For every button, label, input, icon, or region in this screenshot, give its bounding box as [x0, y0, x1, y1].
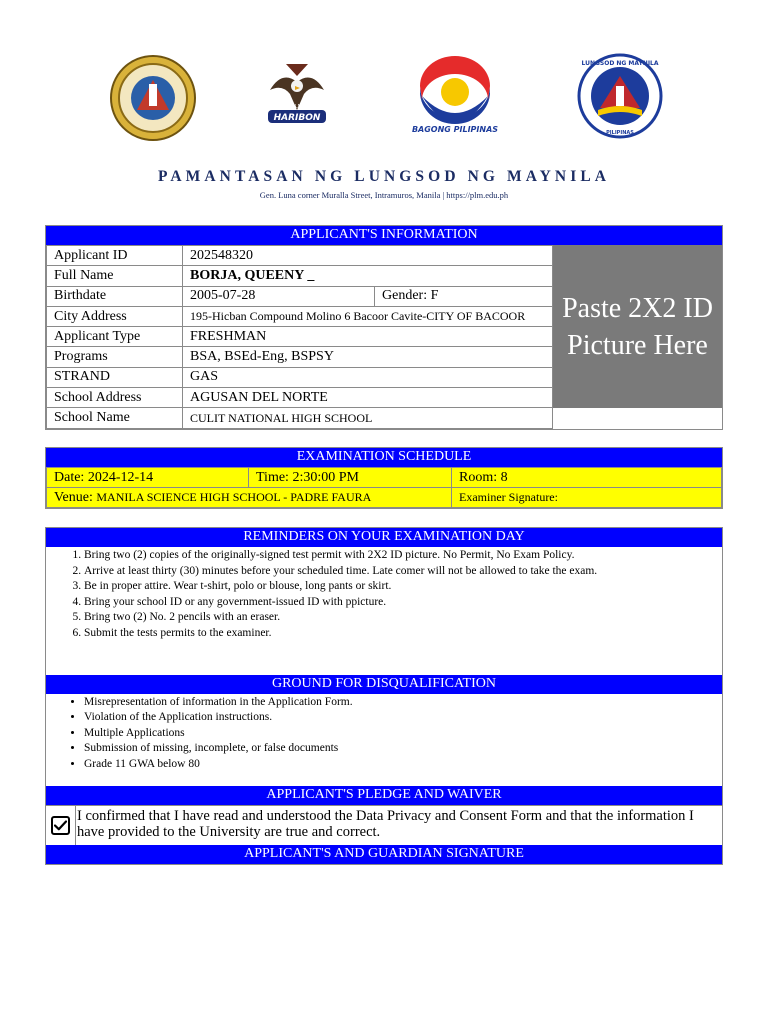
table-row	[47, 347, 553, 367]
reminders-section	[45, 527, 723, 865]
city-address-value: 195-Hicban Compound Molino 6 Bacoor Cavite-CITY OF BACOOR	[183, 306, 553, 326]
applicant-info-table	[46, 245, 553, 429]
exam-schedule-section	[45, 447, 723, 509]
table-row	[47, 327, 553, 347]
logo-row	[0, 48, 768, 148]
disqualification-body	[46, 694, 722, 786]
applicant-type-label: Applicant Type	[47, 327, 183, 347]
signature-header: APPLICANT'S AND GUARDIAN SIGNATURE	[46, 845, 722, 864]
birthdate-label: Birthdate	[47, 286, 183, 306]
city-seal-icon	[576, 52, 664, 140]
photo-placeholder-line1: Paste 2X2 ID	[562, 292, 713, 324]
university-name: PAMANTASAN NG LUNGSOD NG MAYNILA	[157, 168, 611, 185]
exam-date: Date: 2024-12-14	[47, 468, 249, 488]
exam-schedule-table	[46, 467, 722, 508]
strand-value: GAS	[183, 367, 553, 387]
pledge-checkbox[interactable]	[51, 816, 70, 835]
school-address-label: School Address	[47, 388, 183, 408]
pledge-text: I confirmed that I have read and understood the Data Privacy and Consent Form and that the information I have provided to the University are true and correct.	[77, 808, 694, 840]
table-row	[47, 246, 553, 266]
reminders-header: REMINDERS ON YOUR EXAMINATION DAY	[46, 528, 722, 547]
table-row	[47, 286, 553, 306]
university-seal-icon	[105, 54, 201, 142]
pledge-checkbox-cell	[46, 806, 76, 845]
list-item: 1. Bring two (2) copies of the originally-signed test permit with 2X2 ID picture. No Permit, No Exam Policy.	[84, 548, 722, 564]
exam-venue-value: MANILA SCIENCE HIGH SCHOOL - PADRE FAURA	[96, 489, 372, 504]
school-name-label: School Name	[47, 408, 183, 428]
table-row	[47, 388, 553, 408]
pledge-row	[46, 805, 722, 845]
applicant-info-section	[45, 225, 723, 430]
reminders-body	[46, 547, 722, 675]
exam-time: Time: 2:30:00 PM	[249, 468, 452, 488]
reminders-list	[46, 548, 722, 642]
table-row	[47, 488, 722, 508]
haribon-top-text: PLM	[291, 104, 303, 110]
applicant-info-header: APPLICANT'S INFORMATION	[46, 226, 722, 245]
city-address-label: City Address	[47, 306, 183, 326]
bagong-pilipinas-label: BAGONG PILIPINAS	[411, 125, 499, 134]
id-photo-placeholder	[553, 245, 722, 408]
list-item: 3. Be in proper attire. Wear t-shirt, polo or blouse, long pants or skirt.	[84, 579, 722, 595]
list-item: • Submission of missing, incomplete, or false documents	[84, 741, 722, 756]
birthdate-value: 2005-07-28	[183, 286, 375, 306]
photo-placeholder-line2: Picture Here	[567, 329, 708, 361]
applicant-id-label: Applicant ID	[47, 246, 183, 266]
programs-label: Programs	[47, 347, 183, 367]
list-item: • Grade 11 GWA below 80	[84, 757, 722, 772]
exam-venue-label: Venue:	[54, 489, 93, 505]
gender-value: Gender: F	[375, 286, 553, 306]
school-name-value: CULIT NATIONAL HIGH SCHOOL	[183, 408, 553, 428]
table-row	[47, 306, 553, 326]
university-address: Gen. Luna corner Muralla Street, Intramuros, Manila | https://plm.edu.ph	[259, 190, 509, 200]
list-item: • Multiple Applications	[84, 726, 722, 741]
checkmark-icon	[54, 820, 67, 831]
haribon-label: HARIBON	[273, 113, 321, 123]
city-seal-ring-top: LUNGSOD NG MAYNILA	[581, 60, 659, 67]
list-item: 6. Submit the tests permits to the examiner.	[84, 626, 722, 642]
table-row	[47, 367, 553, 387]
examiner-signature: Examiner Signature:	[452, 488, 722, 508]
list-item: • Violation of the Application instructions.	[84, 710, 722, 725]
applicant-type-value: FRESHMAN	[183, 327, 553, 347]
pledge-header: APPLICANT'S PLEDGE AND WAIVER	[46, 786, 722, 805]
full-name-label: Full Name	[47, 266, 183, 286]
exam-room: Room: 8	[452, 468, 722, 488]
table-row	[47, 408, 553, 428]
disqualification-header: GROUND FOR DISQUALIFICATION	[46, 675, 722, 694]
table-row	[47, 266, 553, 286]
school-address-value: AGUSAN DEL NORTE	[183, 388, 553, 408]
list-item: • Misrepresentation of information in the Application Form.	[84, 695, 722, 710]
full-name-value: BORJA, QUEENY _	[183, 266, 553, 286]
table-row	[47, 468, 722, 488]
list-item: 5. Bring two (2) No. 2 pencils with an eraser.	[84, 610, 722, 626]
list-item: 2. Arrive at least thirty (30) minutes before your scheduled time. Late comer will not be allowed to take the exam.	[84, 564, 722, 580]
programs-value: BSA, BSEd-Eng, BSPSY	[183, 347, 553, 367]
list-item: 4. Bring your school ID or any government-issued ID with ppicture.	[84, 595, 722, 611]
applicant-id-value: 202548320	[183, 246, 553, 266]
eagle-mascot-icon	[262, 60, 332, 130]
city-seal-ring-bottom: PILIPINAS	[606, 130, 634, 136]
disqualification-list	[46, 695, 722, 772]
bagong-pilipinas-icon	[404, 52, 506, 136]
exam-venue	[47, 488, 452, 508]
exam-schedule-header: EXAMINATION SCHEDULE	[46, 448, 722, 467]
strand-label: STRAND	[47, 367, 183, 387]
